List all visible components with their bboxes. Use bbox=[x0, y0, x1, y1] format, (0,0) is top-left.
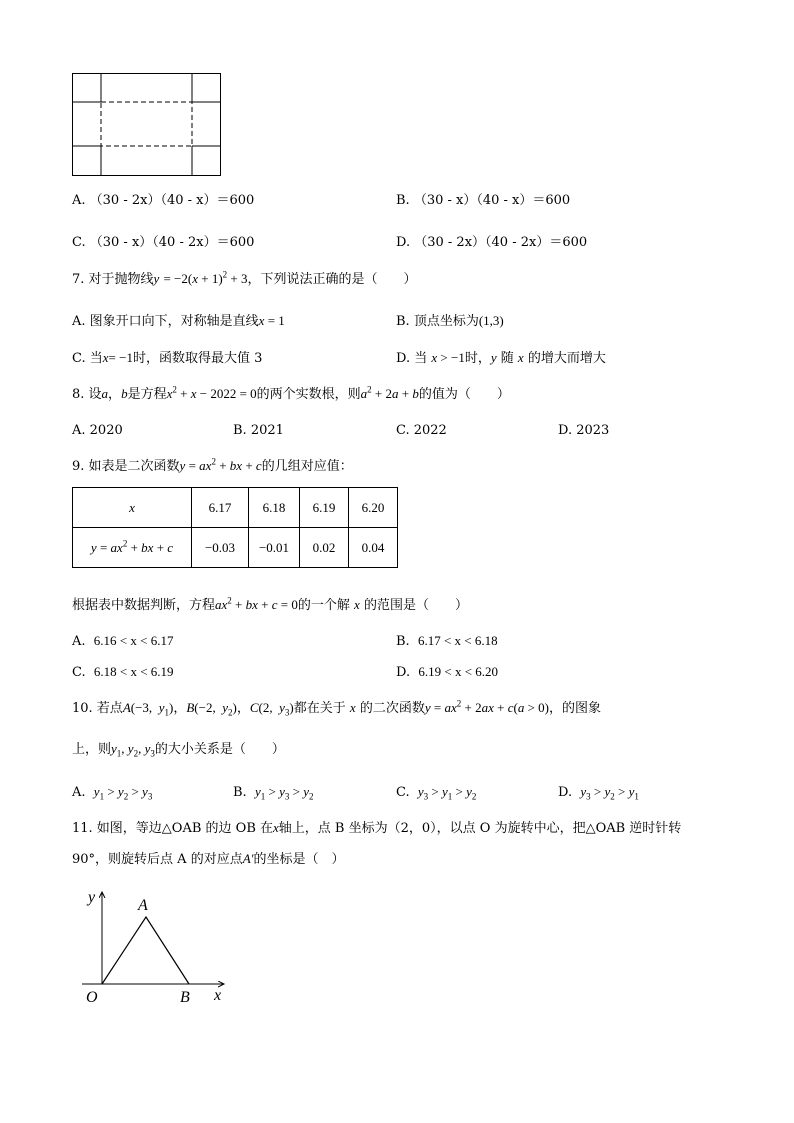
table-cell: 6.18 bbox=[249, 488, 300, 528]
q6-option-d[interactable]: D. （30 - 2x）（40 - 2x）＝600 bbox=[396, 235, 588, 250]
q11-stem: 11. 如图，等边△OAB 的边 OB 在x轴上，点 B 坐标为（2，0），以点 O 为旋转中心，把△OAB 逆时针转 bbox=[72, 820, 682, 836]
q9-option-c[interactable]: C. 6.18 < x < 6.19 bbox=[72, 664, 174, 680]
q9-option-a[interactable]: A. 6.16 < x < 6.17 bbox=[72, 633, 174, 649]
q8-option-c[interactable]: C. 2022 bbox=[396, 423, 447, 438]
label-x: x bbox=[214, 987, 222, 1004]
table-row bbox=[73, 528, 398, 568]
table-header-x: x bbox=[73, 488, 192, 528]
label-b: B bbox=[180, 989, 190, 1006]
label-y: y bbox=[88, 889, 96, 906]
q8-option-a[interactable]: A. 2020 bbox=[72, 423, 123, 438]
q10-option-a[interactable]: A. $y_1 > y_2 > y_3$ bbox=[72, 784, 153, 802]
q7-stem: 7. 对于抛物线$y = -2(x + 1)^2 + 3$，下列说法正确的是（ ） bbox=[72, 269, 417, 287]
q9-option-d[interactable]: D. 6.19 < x < 6.20 bbox=[396, 664, 499, 680]
table-cell: 6.20 bbox=[349, 488, 398, 528]
q10-stem: 10. 若点A(−3, $y_1$)，B(−2, $y_2$)，C(2, $y_3$)都在关于 x 的二次函数$y = ax^2 + 2ax + c(a > 0)$，的图象 bbox=[72, 698, 602, 718]
q7-option-b[interactable]: B. 顶点坐标为(1,3) bbox=[396, 313, 504, 329]
q11-figure bbox=[78, 886, 230, 1006]
label-a: A bbox=[138, 897, 148, 914]
q6-option-c[interactable]: C. （30 - x）（40 - 2x）＝600 bbox=[72, 235, 255, 250]
table-cell: 0.02 bbox=[300, 528, 349, 568]
label-o: O bbox=[86, 989, 98, 1006]
q9-stem: 9. 如表是二次函数$y = ax^2$ + bx + c的几组对应值： bbox=[72, 456, 353, 474]
q8-option-d[interactable]: D. 2023 bbox=[558, 423, 610, 438]
q6-option-b[interactable]: B. （30 - x）（40 - x）＝600 bbox=[396, 193, 571, 208]
table-cell: −0.03 bbox=[192, 528, 249, 568]
q7-option-d[interactable]: D. 当 x > −1时，y 随 x 的增大而增大 bbox=[396, 350, 606, 366]
table-cell: −0.01 bbox=[249, 528, 300, 568]
table-row bbox=[73, 488, 398, 528]
q8-option-b[interactable]: B. 2021 bbox=[233, 423, 284, 438]
q11-stem-line2: 90°，则旋转后点 A 的对应点A′的坐标是（ ） bbox=[72, 851, 345, 867]
table-cell: 0.04 bbox=[349, 528, 398, 568]
q9-option-b[interactable]: B. 6.17 < x < 6.18 bbox=[396, 633, 498, 649]
q7-option-c[interactable]: C. 当x= −1时，函数取得最大值 3 bbox=[72, 350, 263, 366]
q6-option-a[interactable]: A. （30 - 2x）（40 - x）＝600 bbox=[72, 193, 255, 208]
q10-option-b[interactable]: B. $y_1 > y_3 > y_2$ bbox=[233, 784, 314, 802]
table-header-y: $y = ax^2$ + bx + c bbox=[73, 528, 192, 568]
q8-stem: 8. 设a，b是方程$x^2 + x - 2022 = 0$的两个实数根，则$a^2 + 2a + b$的值为（ ） bbox=[72, 384, 510, 402]
triangle-oab bbox=[102, 917, 189, 984]
table-cell: 6.19 bbox=[300, 488, 349, 528]
q10-option-d[interactable]: D. $y_3 > y_2 > y_1$ bbox=[558, 784, 639, 802]
q6-figure bbox=[72, 73, 222, 177]
q9-followup: 根据表中数据判断，方程$ax^2$ + bx + c = 0的一个解 x 的范围是（ ） bbox=[72, 595, 468, 613]
q7-option-a[interactable]: A. 图象开口向下，对称轴是直线x = 1 bbox=[72, 313, 285, 329]
q9-value-table bbox=[72, 487, 398, 568]
table-cell: 6.17 bbox=[192, 488, 249, 528]
q10-option-c[interactable]: C. $y_3 > y_1 > y_2$ bbox=[396, 784, 477, 802]
q10-stem-line2: 上，则$y_1$, $y_2$, $y_3$的大小关系是（ ） bbox=[72, 741, 285, 759]
